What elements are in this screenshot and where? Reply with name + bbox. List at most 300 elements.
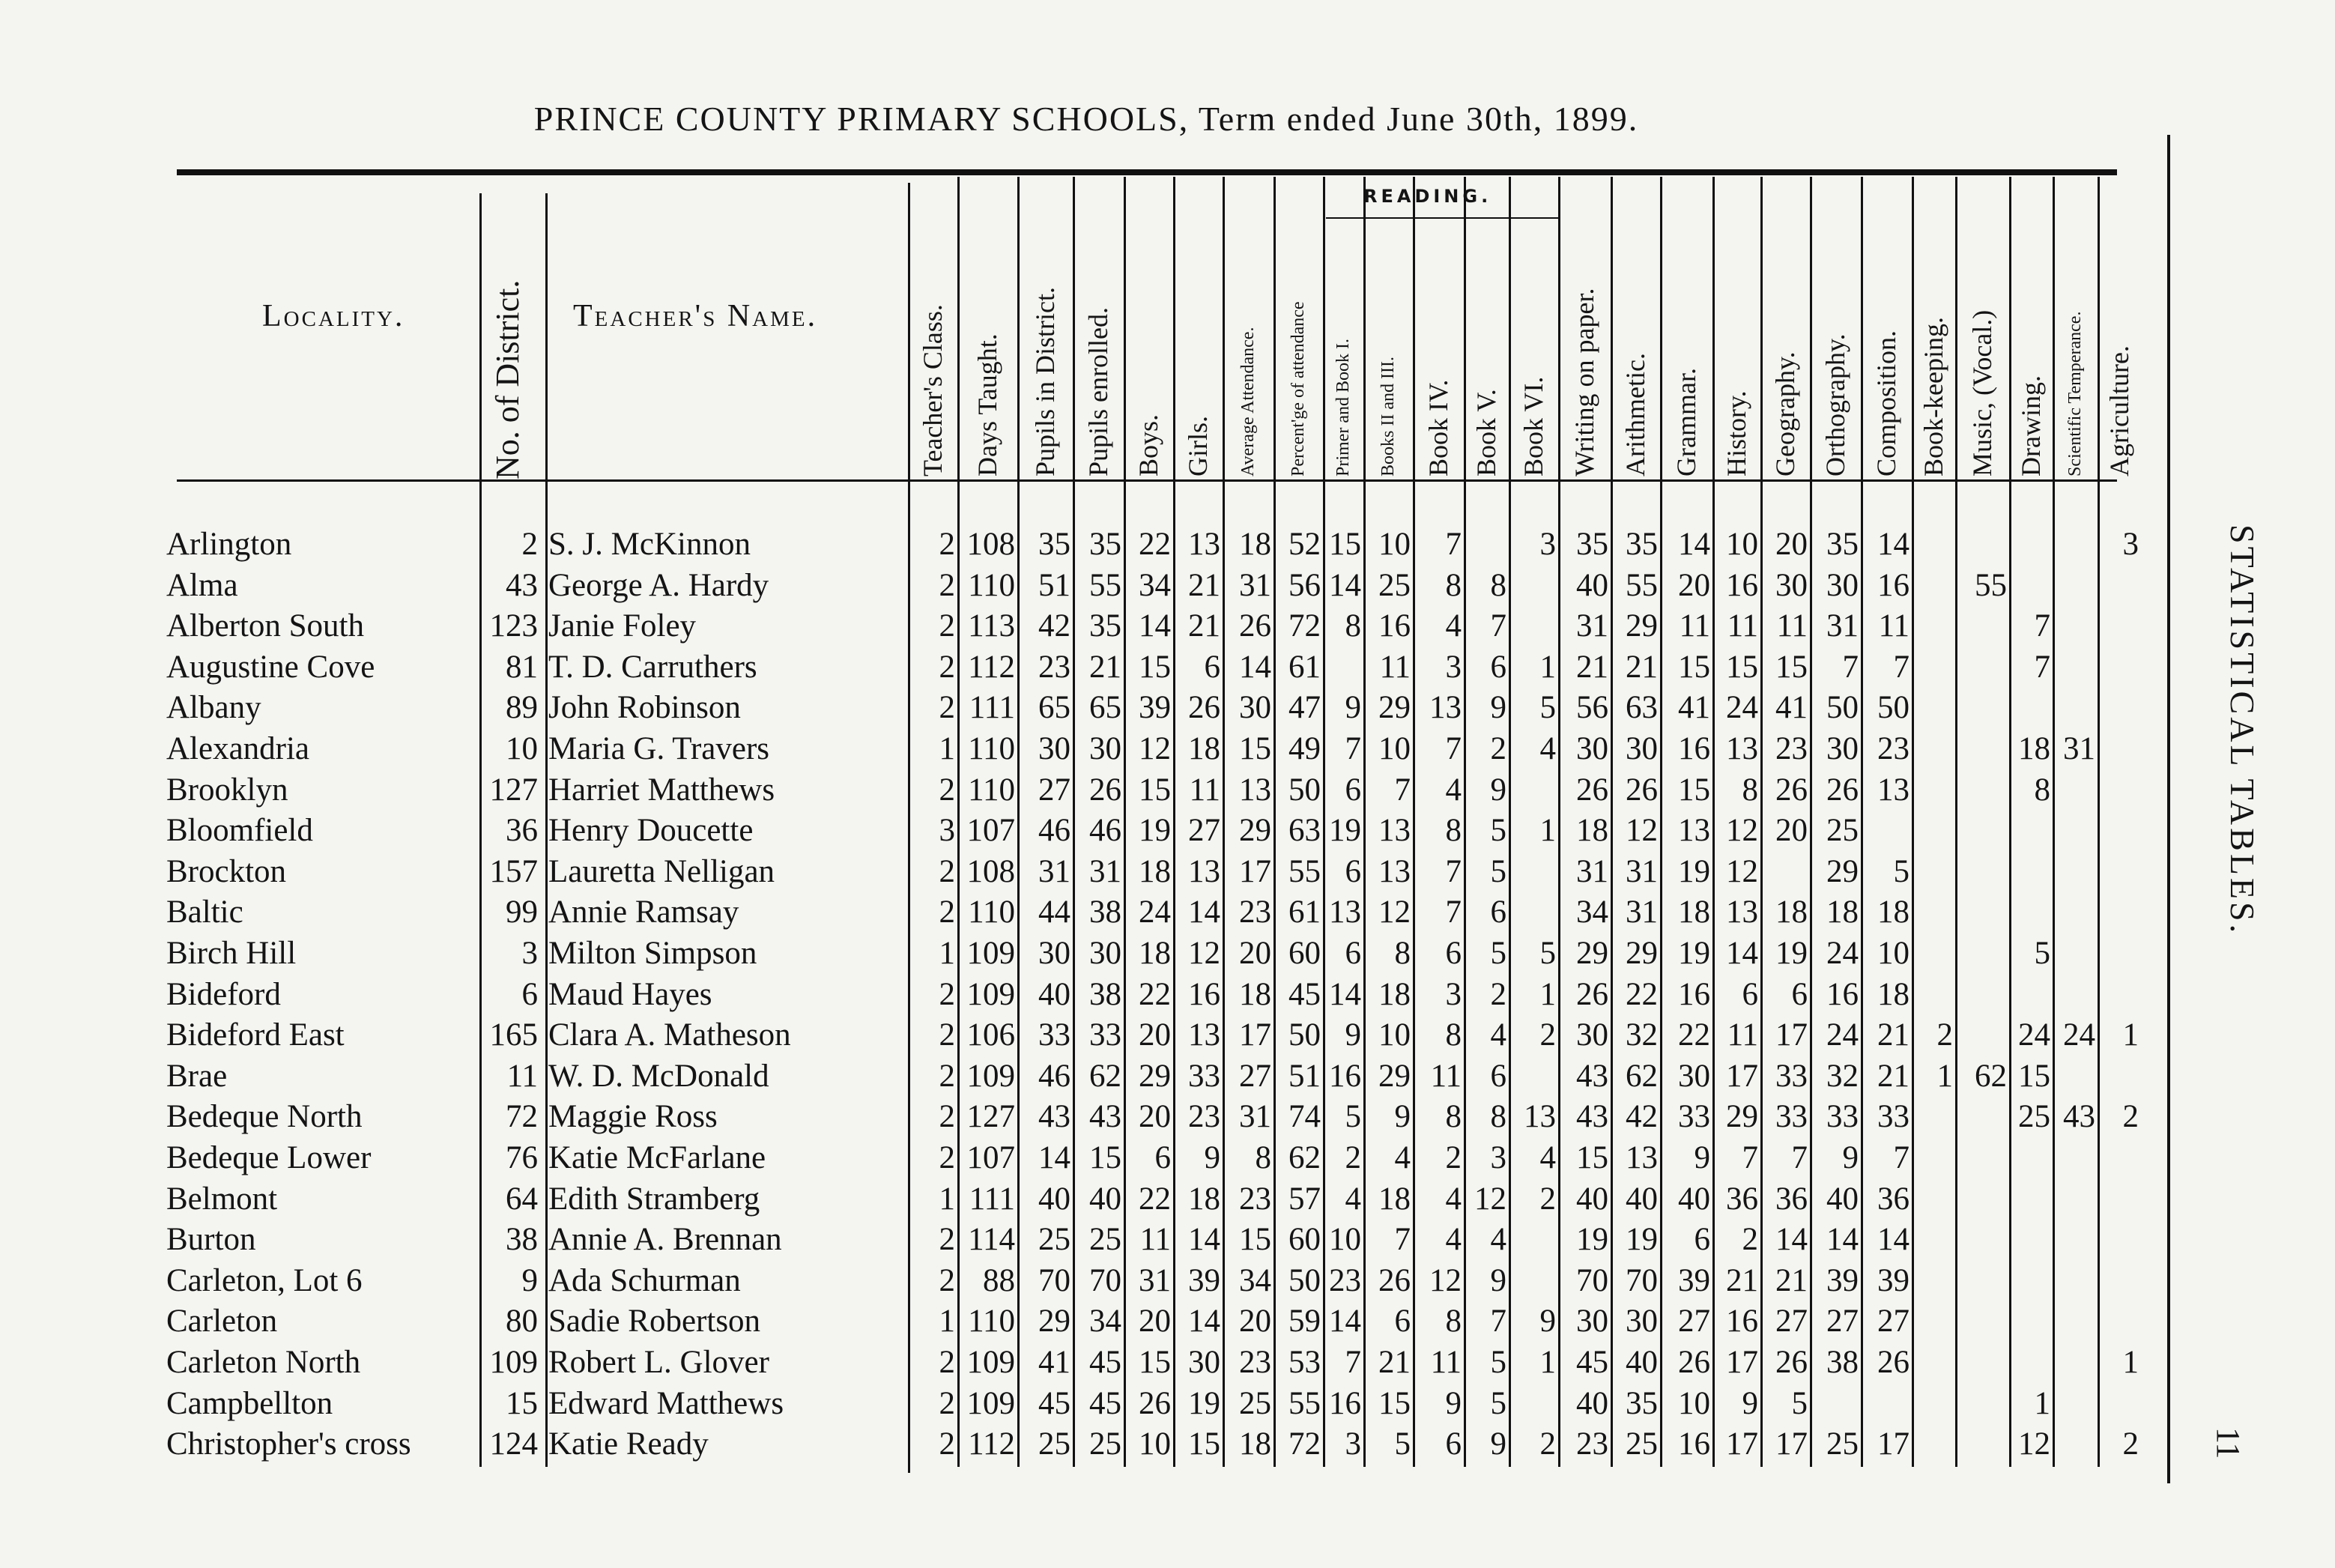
value-cell: 5 <box>1539 690 1556 726</box>
value-cell: 20 <box>1239 936 1271 971</box>
value-cell: 22 <box>1139 527 1171 562</box>
value-cell: 26 <box>1576 772 1608 808</box>
value-cell: 16 <box>1877 567 1910 603</box>
value-cell: 31 <box>1139 1262 1171 1298</box>
value-cell: 7 <box>1490 1304 1506 1340</box>
value-cell: 2 <box>1539 1181 1556 1217</box>
value-cell: 25 <box>1239 1385 1271 1421</box>
value-cell: 7 <box>1791 1140 1808 1175</box>
value-cell: 26 <box>1239 608 1271 644</box>
value-cell: 18 <box>1188 731 1220 766</box>
value-cell: 10 <box>1378 527 1411 562</box>
district-number-cell: 43 <box>506 567 538 603</box>
header-col-4: Boys. <box>1133 414 1163 476</box>
value-cell: 31 <box>1576 853 1608 889</box>
value-cell: 32 <box>1826 1058 1859 1094</box>
value-cell: 40 <box>1576 567 1608 603</box>
value-cell: 33 <box>1089 1017 1121 1053</box>
value-cell: 17 <box>1775 1017 1808 1053</box>
table-row <box>0 1424 2335 1465</box>
table-row <box>0 729 2335 769</box>
value-cell: 26 <box>1626 772 1658 808</box>
value-cell: 25 <box>1826 1426 1859 1462</box>
locality-cell: Carleton North <box>166 1345 361 1380</box>
value-cell: 50 <box>1877 690 1910 726</box>
value-cell: 9 <box>1694 1140 1710 1175</box>
value-cell: 42 <box>1038 608 1070 644</box>
value-cell: 109 <box>966 976 1015 1012</box>
value-cell: 30 <box>1576 731 1608 766</box>
value-cell: 65 <box>1089 690 1121 726</box>
value-cell: 14 <box>1188 1304 1220 1340</box>
value-cell: 46 <box>1038 1058 1070 1094</box>
value-cell: 41 <box>1038 1345 1070 1380</box>
value-cell: 33 <box>1877 1099 1910 1135</box>
value-cell: 6 <box>1791 976 1808 1012</box>
table-row <box>0 975 2335 1015</box>
district-number-cell: 99 <box>506 895 538 930</box>
value-cell: 88 <box>983 1262 1015 1298</box>
value-cell: 15 <box>1188 1426 1220 1462</box>
value-cell: 14 <box>1329 1304 1361 1340</box>
value-cell: 35 <box>1826 527 1859 562</box>
value-cell: 30 <box>1239 690 1271 726</box>
value-cell: 21 <box>1877 1058 1910 1094</box>
value-cell: 14 <box>1188 1222 1220 1258</box>
value-cell: 15 <box>1775 649 1808 685</box>
value-cell: 30 <box>1775 567 1808 603</box>
value-cell: 10 <box>1378 731 1411 766</box>
value-cell: 18 <box>1188 1181 1220 1217</box>
value-cell: 16 <box>1329 1385 1361 1421</box>
value-cell: 62 <box>1089 1058 1121 1094</box>
value-cell: 2 <box>1742 1222 1758 1258</box>
value-cell: 2 <box>939 567 955 603</box>
teacher-name-cell: Janie Foley <box>548 608 697 644</box>
value-cell: 30 <box>1038 731 1070 766</box>
value-cell: 36 <box>1726 1181 1758 1217</box>
value-cell: 111 <box>969 690 1015 726</box>
value-cell: 8 <box>1445 1304 1462 1340</box>
header-col-15: Grammar. <box>1671 368 1701 476</box>
locality-cell: Burton <box>166 1222 256 1258</box>
value-cell: 20 <box>1775 527 1808 562</box>
value-cell: 17 <box>1239 1017 1271 1053</box>
value-cell: 13 <box>1524 1099 1556 1135</box>
value-cell: 43 <box>1576 1058 1608 1094</box>
value-cell: 9 <box>1345 690 1361 726</box>
header-col-12: Book VI. <box>1518 376 1548 476</box>
value-cell: 114 <box>968 1222 1015 1258</box>
value-cell: 30 <box>1038 936 1070 971</box>
value-cell: 36 <box>1775 1181 1808 1217</box>
value-cell: 2 <box>1490 731 1506 766</box>
value-cell: 31 <box>1576 608 1608 644</box>
value-cell: 2 <box>1936 1017 1953 1053</box>
header-col-10: Book IV. <box>1423 379 1453 476</box>
value-cell: 50 <box>1826 690 1859 726</box>
value-cell: 107 <box>966 1140 1015 1175</box>
value-cell: 15 <box>1089 1140 1121 1175</box>
value-cell: 112 <box>968 649 1015 685</box>
value-cell: 65 <box>1038 690 1070 726</box>
value-cell: 51 <box>1288 1058 1321 1094</box>
table-row <box>0 1343 2335 1383</box>
teacher-name-cell: Maud Hayes <box>548 976 712 1012</box>
value-cell: 40 <box>1576 1385 1608 1421</box>
value-cell: 26 <box>1378 1262 1411 1298</box>
reading-group-rule <box>1326 217 1558 219</box>
teacher-name-cell: Sadie Robertson <box>548 1304 761 1340</box>
value-cell: 11 <box>1727 608 1758 644</box>
value-cell: 6 <box>1490 1058 1506 1094</box>
header-col-8: Primer and Book I. <box>1333 339 1353 476</box>
value-cell: 9 <box>1742 1385 1758 1421</box>
value-cell: 55 <box>1975 567 2007 603</box>
value-cell: 39 <box>1826 1262 1859 1298</box>
value-cell: 16 <box>1726 1304 1758 1340</box>
value-cell: 63 <box>1626 690 1658 726</box>
value-cell: 55 <box>1089 567 1121 603</box>
value-cell: 2 <box>939 649 955 685</box>
table-row <box>0 1261 2335 1301</box>
value-cell: 23 <box>1239 1181 1271 1217</box>
value-cell: 72 <box>1288 608 1321 644</box>
value-cell: 30 <box>1188 1345 1220 1380</box>
district-number-cell: 157 <box>489 853 538 889</box>
value-cell: 5 <box>2034 936 2050 971</box>
value-cell: 13 <box>1378 853 1411 889</box>
value-cell: 6 <box>1345 936 1361 971</box>
teacher-name-cell: Robert L. Glover <box>548 1345 769 1380</box>
teacher-name-cell: Henry Doucette <box>548 813 754 849</box>
value-cell: 27 <box>1038 772 1070 808</box>
value-cell: 16 <box>1678 1426 1710 1462</box>
value-cell: 11 <box>1776 608 1808 644</box>
value-cell: 72 <box>1288 1426 1321 1462</box>
teacher-name-cell: Edith Stramberg <box>548 1181 760 1217</box>
locality-cell: Brae <box>166 1058 228 1094</box>
district-number-cell: 109 <box>489 1345 538 1380</box>
value-cell: 34 <box>1239 1262 1271 1298</box>
value-cell: 7 <box>1445 731 1462 766</box>
value-cell: 10 <box>1726 527 1758 562</box>
locality-cell: Bedeque Lower <box>166 1140 372 1175</box>
value-cell: 3 <box>1345 1426 1361 1462</box>
value-cell: 18 <box>1139 853 1171 889</box>
locality-cell: Bideford <box>166 976 281 1012</box>
value-cell: 15 <box>1678 772 1710 808</box>
value-cell: 21 <box>1877 1017 1910 1053</box>
teacher-name-cell: Harriet Matthews <box>548 772 775 808</box>
value-cell: 18 <box>1239 1426 1271 1462</box>
value-cell: 5 <box>1490 1385 1506 1421</box>
value-cell: 34 <box>1576 895 1608 930</box>
table-row <box>0 1384 2335 1424</box>
value-cell: 22 <box>1139 976 1171 1012</box>
value-cell: 70 <box>1626 1262 1658 1298</box>
value-cell: 30 <box>1826 567 1859 603</box>
value-cell: 25 <box>1038 1222 1070 1258</box>
value-cell: 30 <box>1626 1304 1658 1340</box>
value-cell: 32 <box>1626 1017 1658 1053</box>
table-row <box>0 566 2335 606</box>
value-cell: 24 <box>1726 690 1758 726</box>
value-cell: 15 <box>1239 731 1271 766</box>
value-cell: 4 <box>1394 1140 1411 1175</box>
teacher-name-cell: George A. Hardy <box>548 567 769 603</box>
value-cell: 25 <box>2018 1099 2050 1135</box>
value-cell: 56 <box>1576 690 1608 726</box>
header-col-19: Composition. <box>1871 330 1901 476</box>
locality-cell: Carleton <box>166 1304 278 1340</box>
locality-cell: Baltic <box>166 895 243 930</box>
value-cell: 29 <box>1626 608 1658 644</box>
value-cell: 112 <box>968 1426 1015 1462</box>
value-cell: 17 <box>1726 1426 1758 1462</box>
value-cell: 43 <box>1576 1099 1608 1135</box>
value-cell: 15 <box>2018 1058 2050 1094</box>
value-cell: 23 <box>1188 1099 1220 1135</box>
value-cell: 1 <box>1936 1058 1953 1094</box>
header-col-3: Pupils enrolled. <box>1083 307 1113 476</box>
locality-cell: Bideford East <box>166 1017 345 1053</box>
value-cell: 30 <box>1089 936 1121 971</box>
value-cell: 22 <box>1139 1181 1171 1217</box>
district-number-cell: 38 <box>506 1222 538 1258</box>
value-cell: 15 <box>1329 527 1361 562</box>
value-cell: 26 <box>1877 1345 1910 1380</box>
value-cell: 8 <box>1445 567 1462 603</box>
value-cell: 24 <box>2018 1017 2050 1053</box>
value-cell: 62 <box>1975 1058 2007 1094</box>
value-cell: 61 <box>1288 895 1321 930</box>
value-cell: 30 <box>1678 1058 1710 1094</box>
value-cell: 6 <box>1490 649 1506 685</box>
value-cell: 4 <box>1490 1017 1506 1053</box>
value-cell: 39 <box>1188 1262 1220 1298</box>
teacher-name-cell: Milton Simpson <box>548 936 757 971</box>
value-cell: 127 <box>966 1099 1015 1135</box>
value-cell: 20 <box>1139 1304 1171 1340</box>
value-cell: 13 <box>1378 813 1411 849</box>
value-cell: 2 <box>1539 1017 1556 1053</box>
district-number-cell: 123 <box>489 608 538 644</box>
value-cell: 109 <box>966 1345 1015 1380</box>
value-cell: 9 <box>1842 1140 1859 1175</box>
value-cell: 25 <box>1089 1222 1121 1258</box>
value-cell: 21 <box>1188 567 1220 603</box>
value-cell: 110 <box>968 895 1015 930</box>
value-cell: 15 <box>1139 1345 1171 1380</box>
page-number: 11 <box>2210 1427 2247 1459</box>
value-cell: 29 <box>1038 1304 1070 1340</box>
value-cell: 17 <box>1726 1345 1758 1380</box>
value-cell: 14 <box>1678 527 1710 562</box>
district-number-cell: 11 <box>506 1058 538 1094</box>
value-cell: 21 <box>1089 649 1121 685</box>
value-cell: 27 <box>1877 1304 1910 1340</box>
value-cell: 14 <box>1726 936 1758 971</box>
value-cell: 16 <box>1378 608 1411 644</box>
value-cell: 8 <box>1445 1099 1462 1135</box>
value-cell: 6 <box>1345 853 1361 889</box>
value-cell: 30 <box>1576 1017 1608 1053</box>
district-number-cell: 72 <box>506 1099 538 1135</box>
value-cell: 17 <box>1775 1426 1808 1462</box>
header-col-23: Scientific Temperance. <box>2065 311 2085 476</box>
value-cell: 109 <box>966 1058 1015 1094</box>
value-cell: 45 <box>1089 1345 1121 1380</box>
value-cell: 15 <box>1139 649 1171 685</box>
value-cell: 7 <box>1893 1140 1910 1175</box>
value-cell: 5 <box>1791 1385 1808 1421</box>
value-cell: 33 <box>1678 1099 1710 1135</box>
value-cell: 26 <box>1826 772 1859 808</box>
district-number-cell: 36 <box>506 813 538 849</box>
value-cell: 4 <box>1445 772 1462 808</box>
value-cell: 9 <box>1490 1426 1506 1462</box>
value-cell: 19 <box>1678 936 1710 971</box>
value-cell: 18 <box>1826 895 1859 930</box>
value-cell: 38 <box>1089 895 1121 930</box>
value-cell: 30 <box>1626 731 1658 766</box>
value-cell: 16 <box>1188 976 1220 1012</box>
value-cell: 11 <box>1430 1345 1462 1380</box>
value-cell: 5 <box>1490 853 1506 889</box>
header-col-2: Pupils in District. <box>1030 286 1060 476</box>
header-col-1: Days Taught. <box>972 333 1002 476</box>
value-cell: 16 <box>1678 976 1710 1012</box>
value-cell: 13 <box>1726 895 1758 930</box>
value-cell: 27 <box>1239 1058 1271 1094</box>
value-cell: 3 <box>1490 1140 1506 1175</box>
value-cell: 1 <box>1539 813 1556 849</box>
header-col-21: Music, (Vocal.) <box>1967 309 1997 476</box>
locality-cell: Birch Hill <box>166 936 297 971</box>
value-cell: 39 <box>1139 690 1171 726</box>
teacher-name-cell: Edward Matthews <box>548 1385 784 1421</box>
value-cell: 53 <box>1288 1345 1321 1380</box>
table-row <box>0 1220 2335 1260</box>
locality-cell: Brockton <box>166 853 287 889</box>
table-row <box>0 770 2335 811</box>
value-cell: 50 <box>1288 772 1321 808</box>
value-cell: 43 <box>1089 1099 1121 1135</box>
value-cell: 5 <box>1539 936 1556 971</box>
district-number-cell: 2 <box>521 527 538 562</box>
value-cell: 18 <box>1239 527 1271 562</box>
value-cell: 2 <box>939 1222 955 1258</box>
value-cell: 5 <box>1490 813 1506 849</box>
district-number-cell: 76 <box>506 1140 538 1175</box>
value-cell: 15 <box>1239 1222 1271 1258</box>
value-cell: 29 <box>1726 1099 1758 1135</box>
value-cell: 12 <box>1429 1262 1462 1298</box>
value-cell: 21 <box>1726 1262 1758 1298</box>
value-cell: 40 <box>1826 1181 1859 1217</box>
district-number-cell: 15 <box>506 1385 538 1421</box>
value-cell: 2 <box>939 527 955 562</box>
header-col-5: Girls. <box>1183 416 1213 476</box>
value-cell: 2 <box>939 1345 955 1380</box>
value-cell: 24 <box>1826 1017 1859 1053</box>
value-cell: 24 <box>1826 936 1859 971</box>
top-rule <box>177 169 2117 175</box>
page-title: PRINCE COUNTY PRIMARY SCHOOLS, Term ended June 30th, 1899. <box>533 100 1639 138</box>
value-cell: 23 <box>1239 1345 1271 1380</box>
header-teacher-name: Teacher's Name. <box>573 299 818 333</box>
value-cell: 33 <box>1775 1099 1808 1135</box>
value-cell: 38 <box>1826 1345 1859 1380</box>
value-cell: 2 <box>2122 1426 2139 1462</box>
header-district-number: No. of District. <box>489 279 526 479</box>
value-cell: 2 <box>939 608 955 644</box>
value-cell: 7 <box>1445 853 1462 889</box>
value-cell: 22 <box>1678 1017 1710 1053</box>
value-cell: 1 <box>939 731 955 766</box>
district-number-cell: 124 <box>489 1426 538 1462</box>
value-cell: 110 <box>968 731 1015 766</box>
header-col-24: Agriculture. <box>2104 345 2134 476</box>
value-cell: 23 <box>1038 649 1070 685</box>
value-cell: 108 <box>966 527 1015 562</box>
value-cell: 7 <box>1842 649 1859 685</box>
value-cell: 60 <box>1288 1222 1321 1258</box>
value-cell: 41 <box>1775 690 1808 726</box>
value-cell: 2 <box>939 1058 955 1094</box>
value-cell: 25 <box>1089 1426 1121 1462</box>
value-cell: 106 <box>966 1017 1015 1053</box>
district-number-cell: 3 <box>521 936 538 971</box>
value-cell: 9 <box>1394 1099 1411 1135</box>
value-cell: 11 <box>1139 1222 1171 1258</box>
value-cell: 8 <box>1445 1017 1462 1053</box>
teacher-name-cell: Clara A. Matheson <box>548 1017 791 1053</box>
value-cell: 9 <box>1490 690 1506 726</box>
value-cell: 60 <box>1288 936 1321 971</box>
value-cell: 23 <box>1877 731 1910 766</box>
value-cell: 18 <box>1576 813 1608 849</box>
value-cell: 40 <box>1038 976 1070 1012</box>
value-cell: 49 <box>1288 731 1321 766</box>
value-cell: 2 <box>1445 1140 1462 1175</box>
value-cell: 30 <box>1089 731 1121 766</box>
value-cell: 21 <box>1626 649 1658 685</box>
header-col-0: Teacher's Class. <box>918 304 948 476</box>
value-cell: 12 <box>1626 813 1658 849</box>
value-cell: 40 <box>1626 1181 1658 1217</box>
value-cell: 14 <box>1826 1222 1859 1258</box>
teacher-name-cell: Maria G. Travers <box>548 731 769 766</box>
locality-cell: Campbellton <box>166 1385 333 1421</box>
value-cell: 25 <box>1826 813 1859 849</box>
value-cell: 12 <box>1474 1181 1506 1217</box>
value-cell: 45 <box>1288 976 1321 1012</box>
value-cell: 19 <box>1188 1385 1220 1421</box>
value-cell: 20 <box>1775 813 1808 849</box>
value-cell: 18 <box>1877 976 1910 1012</box>
value-cell: 2 <box>939 772 955 808</box>
district-number-cell: 80 <box>506 1304 538 1340</box>
header-col-9: Books II and III. <box>1378 357 1398 476</box>
locality-cell: Christopher's cross <box>166 1426 411 1462</box>
value-cell: 18 <box>1775 895 1808 930</box>
value-cell: 109 <box>966 936 1015 971</box>
value-cell: 2 <box>1539 1426 1556 1462</box>
header-col-17: Geography. <box>1770 351 1800 476</box>
value-cell: 8 <box>2034 772 2050 808</box>
